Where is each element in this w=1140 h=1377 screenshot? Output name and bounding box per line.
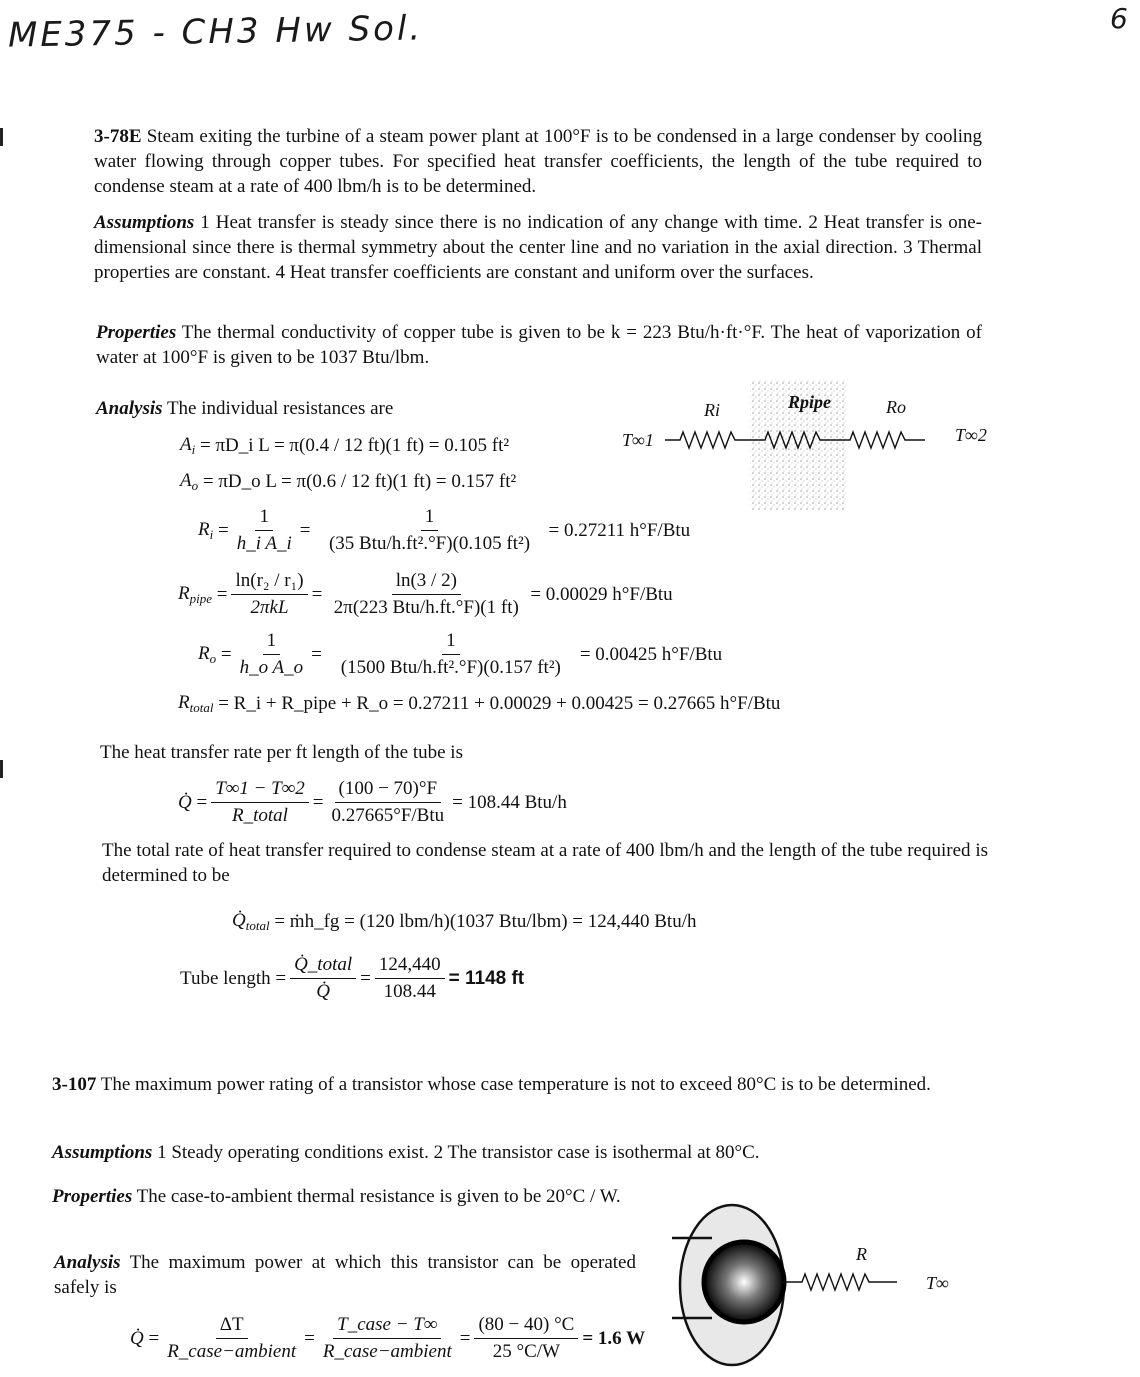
problem-107-analysis — [54, 1250, 636, 1300]
problem-107-assumptions — [52, 1140, 942, 1165]
analysis-107-text: The maximum power at which this transistor can be operated safely is — [54, 1252, 636, 1298]
equation-rtotal: $R_{total}$ = R_i + R_pipe + R_o = 0.27211 + 0.00029 + 0.00425 = 0.27665 h°F/Btu — [178, 692, 781, 715]
equation-ro: $R_o$ = $\frac{1}{\text{h\_o A\_o}}$ = $\frac{1}{\text{(1500 Btu/h.ft².°F)(0.157 ft²)}}$ = 0.00425 h°F/Btu — [198, 630, 723, 678]
total-text: The total rate of heat transfer required to condense steam at a rate of 400 lbm/h and the length of the tube required is determined to be — [102, 840, 988, 886]
equation-ao: $A_o$ = πD_o L = π(0.6 / 12 ft)(1 ft) = 0.157 ft² — [180, 470, 517, 493]
label-rpipe: Rpipe — [788, 392, 831, 412]
label-t-inf2: T∞2 — [955, 425, 987, 445]
equation-rpipe: $R_{pipe}$ = $\frac{\text{ln(r₂ / r₁)}}{\text{2πkL}}$ = $\frac{\ln(3 / 2)}{\text{2π(223 Btu/h.ft.°F)(1 ft)}}$ = 0.00029 h°F/Btu — [178, 570, 673, 618]
scan-edge-mark — [0, 128, 3, 146]
properties-107-text: The case-to-ambient thermal resistance is given to be 20°C / W. — [136, 1186, 621, 1207]
assumptions-107-text: 1 Steady operating conditions exist. 2 The transistor case is isothermal at 80°C. — [157, 1142, 760, 1163]
equation-ai: $A_i$ = πD_i L = π(0.4 / 12 ft)(1 ft) = 0.105 ft² — [180, 434, 510, 457]
equation-ri: $R_i$ = $\frac{1}{\text{h\_i A\_i}}$ = $\frac{1}{\text{(35 Btu/h.ft².°F)(0.105 ft²)}}$ = 0.27211 h°F/Btu — [198, 506, 691, 554]
problem-78-properties — [96, 320, 982, 370]
assumptions-text: 1 Heat transfer is steady since there is no indication of any change with time. 2 Heat transfer is one-dimensional since there is thermal symmetry about the center line and no variation in the axial direction. 3 Thermal properties are constant. 4 Heat transfer coefficients are constant and uniform over the surfaces. — [94, 212, 982, 283]
problem-78-intro — [94, 124, 982, 199]
handwritten-title: ME375 - CH3 Hw Sol. — [7, 8, 424, 56]
label-r: R — [856, 1244, 867, 1264]
properties-heading: Properties — [96, 322, 177, 343]
analysis-text: The individual resistances are — [166, 398, 394, 419]
equation-max-power: Q̇ = $\frac{\Delta T}{\text{R\_case−ambient}}$ = $\frac{\text{T\_case − T∞}}{\text{R\_case−ambient}}$ = $\frac{(80 - 40) ^\circ C}{25 ^\circ C/W}$ = 1.6 W — [130, 1314, 646, 1362]
scan-edge-mark — [0, 760, 3, 778]
equation-q-total: $Q̇_{total}$ = ṁh_fg = (120 lbm/h)(1037 Btu/lbm) = 124,440 Btu/h — [232, 910, 697, 933]
problem-78-number: 3-78E — [94, 126, 142, 147]
problem-107-number: 3-107 — [52, 1074, 97, 1095]
equation-q-rate: Q̇ = $\frac{T\infty 1 - T\infty 2}{\text{R\_total}}$ = $\frac{(100 - 70)^\circ F}{\text{0.27665°F/Btu}}$ = 108.44 Btu/h — [178, 778, 567, 826]
properties-text: The thermal conductivity of copper tube is given to be k = 223 Btu/h·ft·°F. The heat of vaporization of water at 100°F is given to be 1037 Btu/lbm. — [96, 322, 982, 368]
label-t-inf1: T∞1 — [622, 430, 654, 450]
max-power-result: = 1.6 W — [582, 1327, 646, 1349]
label-t-inf: T∞ — [926, 1273, 949, 1293]
handwritten-page-number: 6 — [1110, 2, 1131, 35]
problem-78-analysis — [96, 396, 596, 421]
problem-107-intro — [52, 1072, 942, 1097]
problem-78-intro-text: Steam exiting the turbine of a steam power plant at 100°F is to be condensed in a large condenser by cooling water flowing through copper tubes. For specified heat transfer coefficients, the length of the tube required to condense steam at a rate of 400 lbm/h is to be determined. — [94, 126, 983, 197]
analysis-107-heading: Analysis — [54, 1252, 121, 1273]
case-ambient-resistor — [782, 1274, 897, 1290]
problem-107-properties — [52, 1184, 636, 1209]
assumptions-107-heading: Assumptions — [52, 1142, 153, 1163]
rate-text: The heat transfer rate per ft length of the tube is — [100, 742, 463, 763]
problem-107-intro-text: The maximum power rating of a transistor whose case temperature is not to exceed 80°C is to be determined. — [100, 1074, 931, 1095]
transistor-body — [704, 1242, 784, 1322]
properties-107-heading: Properties — [52, 1186, 133, 1207]
label-ri: Ri — [704, 400, 720, 420]
analysis-heading: Analysis — [96, 398, 163, 419]
tube-length-result: = 1148 ft — [448, 967, 525, 989]
equation-tube-length: Tube length = $\frac{\text{Q̇\_total}}{Q̇}$ = $\frac{124,440}{108.44}$ = 1148 ft — [180, 954, 525, 1002]
label-ro: Ro — [886, 397, 906, 417]
problem-78-assumptions — [94, 210, 982, 285]
assumptions-heading: Assumptions — [94, 212, 195, 233]
